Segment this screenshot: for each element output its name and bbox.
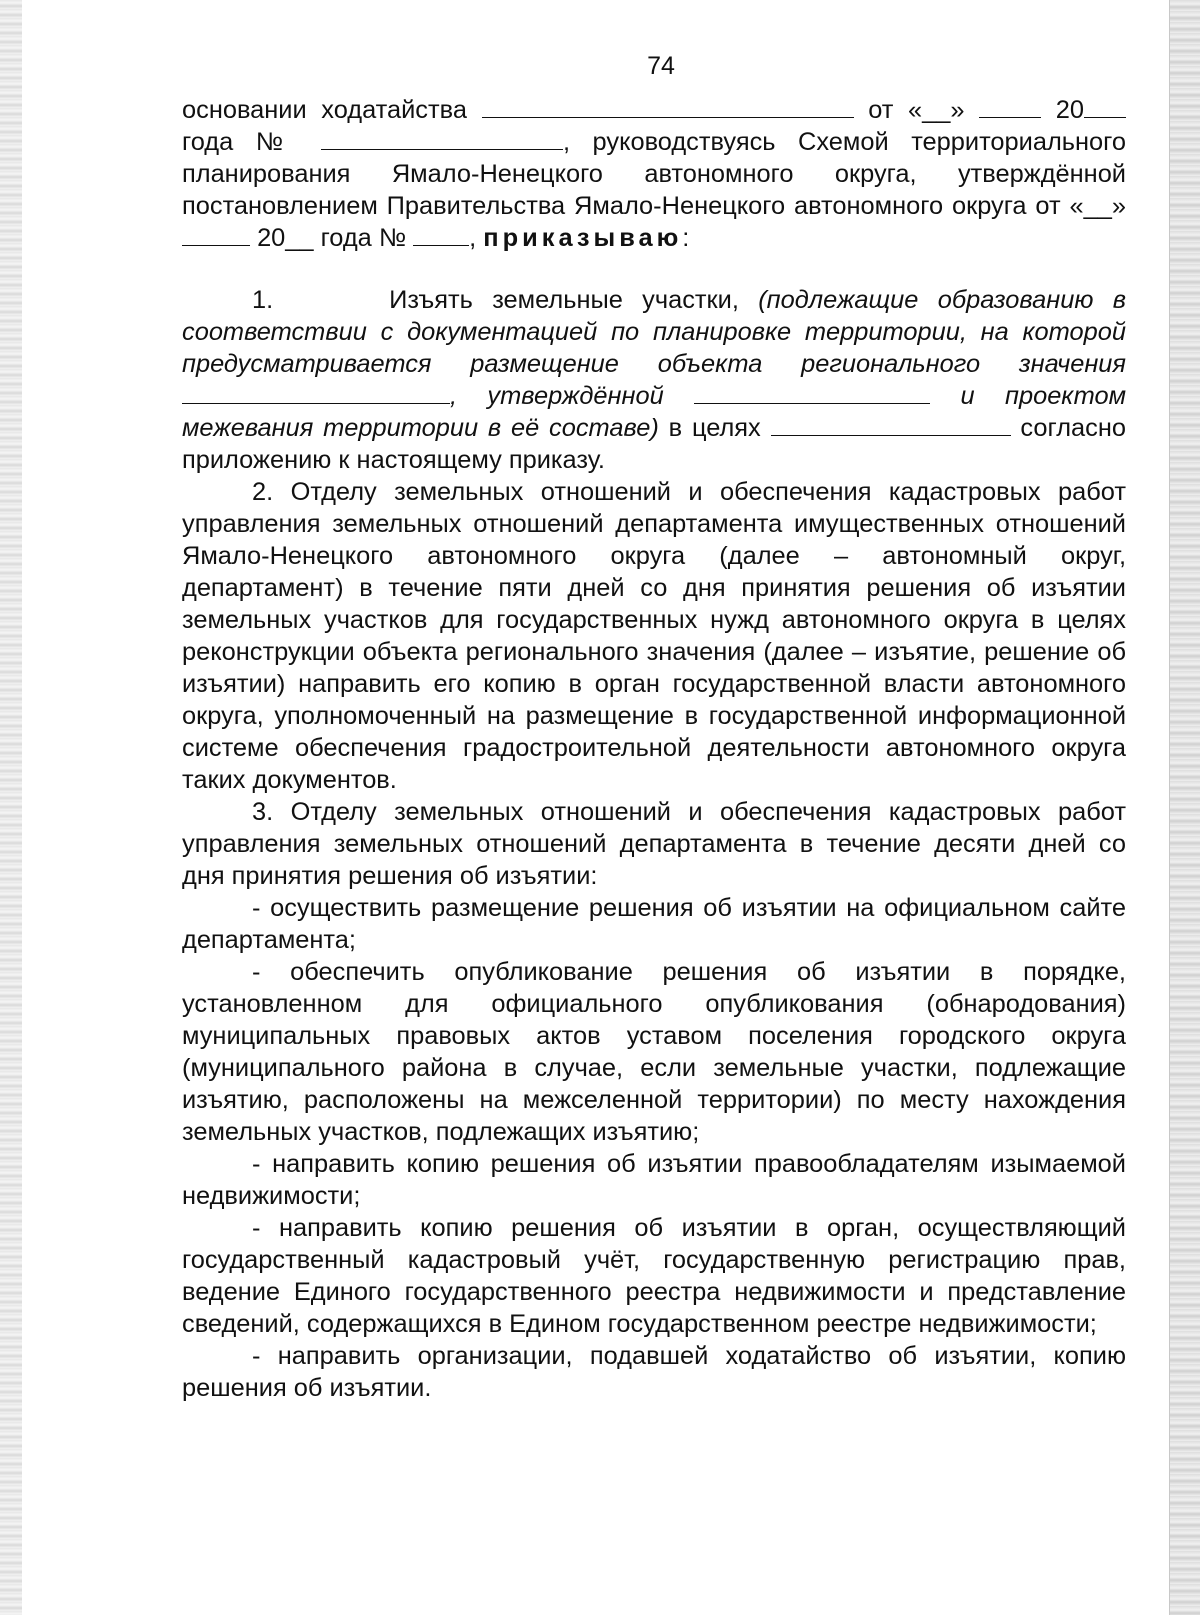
item-3-paragraph: 3. Отделу земельных отношений и обеспечения кадастровых работ управления земельных отношений департамента в течение десяти дней со дня принятия решения об изъятии: bbox=[182, 798, 1126, 890]
order-word: приказываю bbox=[483, 224, 683, 252]
blank-petition bbox=[482, 96, 854, 118]
bullet-item: - направить организации, подавшей ходатайство об изъятии, копию решения об изъятии. bbox=[182, 1342, 1126, 1402]
bullet-item: - обеспечить опубликование решения об изъятии в порядке, установленном для официального опубликования (обнародования) муниципальных правовых актов уставом поселения городского округа (муниципального района в случае, если земельные участки, подлежащие изъятию, расположены на межселенной территории) по месту нахождения земельных участков, подлежащих изъятию; bbox=[182, 958, 1126, 1146]
item-1-tail-2: согласно приложению к настоящему приказу. bbox=[182, 414, 1126, 474]
scan-edge-left bbox=[0, 0, 22, 1615]
bullet-item: - направить копию решения об изъятии в орган, осуществляющий государственный кадастровый учёт, государственную регистрацию прав, ведение Единого государственного реестра недвижимости и представление сведений, содержащихся в Едином государственном реестре недвижимости; bbox=[182, 1214, 1126, 1338]
item-1-number: 1. bbox=[252, 286, 274, 314]
page-number: 74 bbox=[647, 52, 675, 80]
intro-text-5: , руководствуясь Схемой территориального планирования Ямало-Ненецкого автономного округа, утверждённой постановлением Правительства Ямало-Ненецкого автономного округа от «__» bbox=[182, 128, 1126, 220]
item-1-italic-1: (подлежащие образованию в соответствии с документацией по планировке территории, на которой предусматривается размещение объекта регионального значения bbox=[182, 286, 1126, 378]
item-1-italic-3: и проектом межевания территории в её составе) bbox=[182, 382, 1126, 442]
item-1-lead: Изъять земельные участки, bbox=[389, 286, 759, 314]
document-page bbox=[182, 50, 1126, 1404]
intro-text-2: от «__» bbox=[868, 96, 965, 124]
blank-month bbox=[979, 96, 1041, 118]
intro-text-1: основании ходатайства bbox=[182, 96, 467, 124]
item-1-paragraph bbox=[182, 284, 1126, 476]
blank-number bbox=[321, 128, 563, 150]
scan-edge-right bbox=[1169, 0, 1200, 1615]
item-2-paragraph: 2. Отделу земельных отношений и обеспечения кадастровых работ управления земельных отношений департамента имущественных отношений Ямало-Ненецкого автономного округа (далее – автономный округ, департамент) в течение пяти дней со дня принятия решения об изъятии земельных участков для государственных нужд автономного округа в целях реконструкции объекта регионального значения (далее – изъятие, решение об изъятии) направить его копию в орган государственной власти автономного округа, уполномоченный на размещение в государственной информационной системе обеспечения градостроительной деятельности автономного округа таких документов. bbox=[182, 478, 1126, 794]
bullet-item: - осуществить размещение решения об изъятии на официальном сайте департамента; bbox=[182, 894, 1126, 954]
blank-purpose bbox=[771, 414, 1011, 436]
item-1-tail-1: в целях bbox=[658, 414, 761, 442]
bullet-item: - направить копию решения об изъятии правообладателям изымаемой недвижимости; bbox=[182, 1150, 1126, 1210]
paragraph-gap bbox=[182, 254, 1126, 284]
intro-text-8: : bbox=[682, 224, 690, 252]
blank-approved bbox=[694, 382, 930, 404]
intro-text-4: года № bbox=[182, 128, 299, 156]
intro-text-3: 20 bbox=[1055, 96, 1084, 124]
intro-text-7: , bbox=[469, 224, 477, 252]
item-1-italic-2: , утверждённой bbox=[450, 382, 664, 410]
blank-year bbox=[1084, 96, 1126, 118]
blank-month-2 bbox=[182, 224, 250, 246]
intro-paragraph bbox=[182, 94, 1126, 254]
intro-text-6: 20__ года № bbox=[257, 224, 407, 252]
blank-object bbox=[182, 382, 450, 404]
blank-number-2 bbox=[413, 224, 469, 246]
